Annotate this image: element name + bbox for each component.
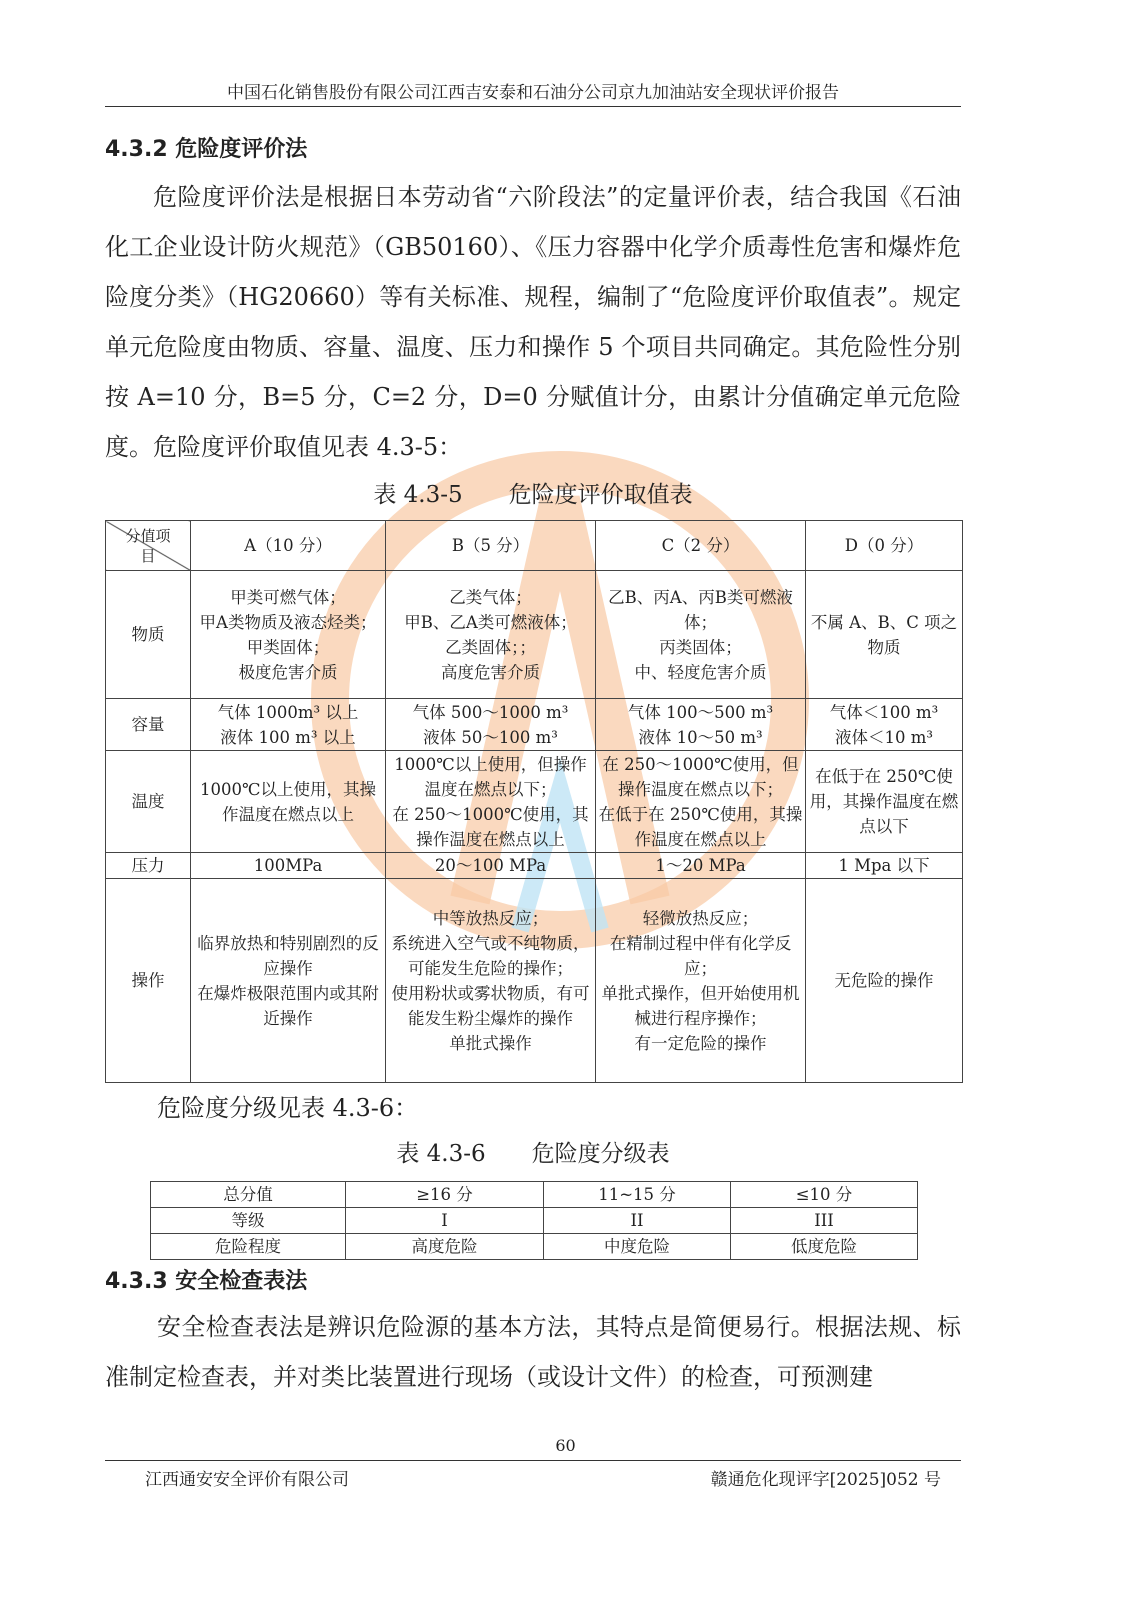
cell: III <box>731 1208 918 1234</box>
cell: 乙类气体； 甲B、乙A类可燃液体； 乙类固体；； 高度危害介质 <box>386 571 596 699</box>
cell: 不属 A、B、C 项之物质 <box>806 571 963 699</box>
cell: 1 Mpa 以下 <box>806 853 963 879</box>
table-row <box>106 751 963 853</box>
footer-divider <box>105 1460 961 1461</box>
cell: 低度危险 <box>731 1234 918 1260</box>
table-row <box>151 1182 918 1208</box>
cell: ≥16 分 <box>346 1182 544 1208</box>
cell: 1000℃以上使用，其操作温度在燃点以上 <box>191 751 386 853</box>
table-row <box>106 571 963 699</box>
header-c: C（2 分） <box>596 521 806 571</box>
corner-cell <box>106 521 191 571</box>
row-item: 温度 <box>106 751 191 853</box>
cell: 危险程度 <box>151 1234 346 1260</box>
cell: ≤10 分 <box>731 1182 918 1208</box>
table-header-row <box>106 521 963 571</box>
row-item: 操作 <box>106 879 191 1083</box>
cell: 乙B、丙A、丙B类可燃液体； 丙类固体； 中、轻度危害介质 <box>596 571 806 699</box>
table-row <box>151 1208 918 1234</box>
paragraph: 危险度分级见表 4.3-6： <box>157 1094 419 1122</box>
row-item: 容量 <box>106 699 191 751</box>
table-row <box>151 1234 918 1260</box>
header-a: A（10 分） <box>191 521 386 571</box>
header-b: B（5 分） <box>386 521 596 571</box>
cell: 轻微放热反应； 在精制过程中伴有化学反应； 单批式操作，但开始使用机械进行程序操作； 有一定危险的操作 <box>596 879 806 1083</box>
table-caption: 表 4.3-5 危险度评价取值表 <box>373 482 693 508</box>
row-item: 压力 <box>106 853 191 879</box>
table-row <box>106 879 963 1083</box>
table-row <box>106 699 963 751</box>
cell: 等级 <box>151 1208 346 1234</box>
section-heading-4-3-2: 4.3.2 危险度评价法 <box>105 137 308 162</box>
cell: 高度危险 <box>346 1234 544 1260</box>
cell: 20～100 MPa <box>386 853 596 879</box>
running-header: 中国石化销售股份有限公司江西吉安泰和石油分公司京九加油站安全现状评价报告 <box>227 83 839 103</box>
cell: 在 250～1000℃使用，但操作温度在燃点以下； 在低于在 250℃使用，其操作温度在燃点以上 <box>596 751 806 853</box>
row-item: 物质 <box>106 571 191 699</box>
cell: II <box>544 1208 731 1234</box>
corner-label-top: 分值项 <box>125 526 171 545</box>
cell: 11~15 分 <box>544 1182 731 1208</box>
cell: 甲类可燃气体； 甲A类物质及液态烃类； 甲类固体； 极度危害介质 <box>191 571 386 699</box>
cell: 中度危险 <box>544 1234 731 1260</box>
page-number: 60 <box>555 1436 576 1455</box>
cell: 气体 500～1000 m³ 液体 50～100 m³ <box>386 699 596 751</box>
table-row <box>106 853 963 879</box>
hazard-grade-table <box>150 1181 918 1260</box>
page-body <box>105 130 961 1402</box>
corner-label-bottom: 目 <box>140 546 156 565</box>
cell: 100MPa <box>191 853 386 879</box>
section-heading-4-3-3: 4.3.3 安全检查表法 <box>105 1269 308 1294</box>
cell: 在低于在 250℃使用，其操作温度在燃点以下 <box>806 751 963 853</box>
cell: 1～20 MPa <box>596 853 806 879</box>
cell: 临界放热和特别剧烈的反应操作 在爆炸极限范围内或其附近操作 <box>191 879 386 1083</box>
cell: 中等放热反应； 系统进入空气或不纯物质，可能发生危险的操作； 使用粉状或雾状物质，有可能发生粉尘爆炸的操作 单批式操作 <box>386 879 596 1083</box>
section-paragraph: 危险度评价法是根据日本劳动省“六阶段法”的定量评价表，结合我国《石油化工企业设计防火规范》（GB50160）、《压力容器中化学介质毒性危害和爆炸危险度分类》（HG20660）等有关标准、规程，编制了“危险度评价取值表”。规定单元危险度由物质、容量、温度、压力和操作 5 个项目共同确定。其危险性分别按 A=10 分，B=5 分，C=2 分，D=0 分赋值计分，由累计分值确定单元危险度。危险度评价取值见表 4.3-5： <box>105 183 961 461</box>
cell: 气体＜100 m³ 液体＜10 m³ <box>806 699 963 751</box>
cell: 气体 1000m³ 以上 液体 100 m³ 以上 <box>191 699 386 751</box>
header-d: D（0 分） <box>806 521 963 571</box>
cell: 1000℃以上使用，但操作温度在燃点以下； 在 250～1000℃使用，其操作温度在燃点以上 <box>386 751 596 853</box>
table-caption: 表 4.3-6 危险度分级表 <box>396 1141 670 1167</box>
footer-doc-number: 赣通危化现评字[2025]052 号 <box>710 1470 941 1490</box>
cell: 无危险的操作 <box>806 879 963 1083</box>
footer-company: 江西通安安全评价有限公司 <box>145 1470 349 1490</box>
cell: I <box>346 1208 544 1234</box>
header-divider <box>105 106 961 107</box>
section-paragraph: 安全检查表法是辨识危险源的基本方法，其特点是简便易行。根据法规、标准制定检查表，并对类比装置进行现场（或设计文件）的检查，可预测建 <box>105 1313 961 1391</box>
cell: 气体 100～500 m³ 液体 10～50 m³ <box>596 699 806 751</box>
hazard-scoring-table <box>105 520 963 1083</box>
cell: 总分值 <box>151 1182 346 1208</box>
